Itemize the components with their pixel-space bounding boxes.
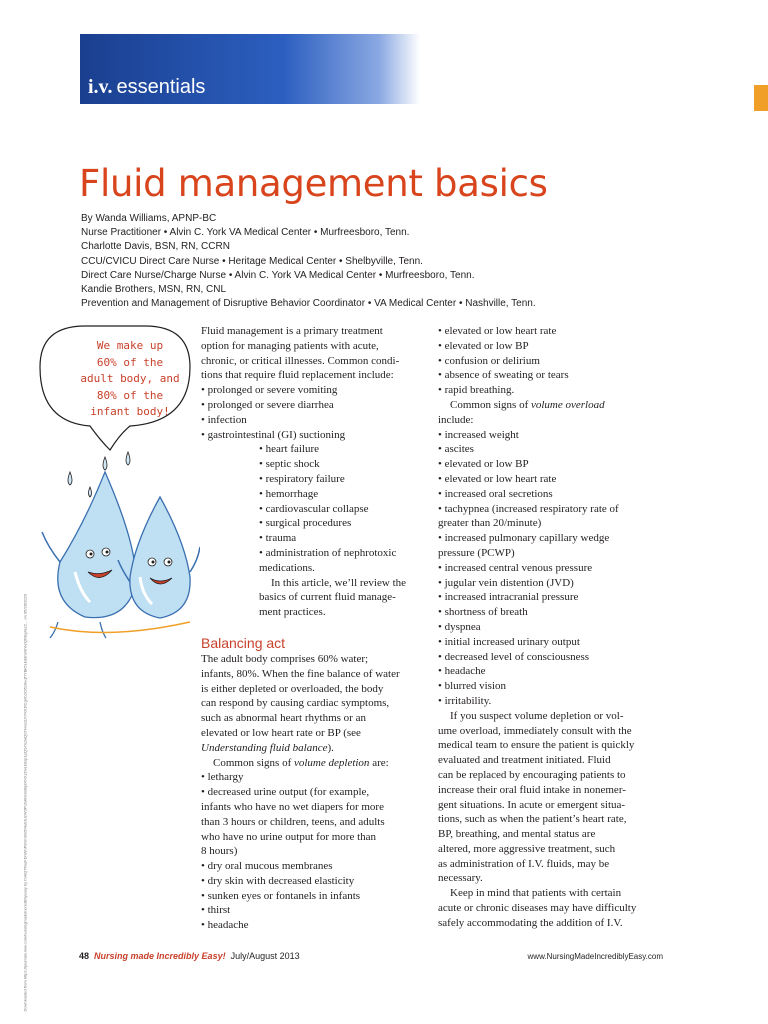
text-line: medical team to ensure the patient is quickly (438, 739, 635, 752)
journal-url: www.NursingMadeIncrediblyEasy.com (527, 952, 663, 961)
byline-line: Kandie Brothers, MSN, RN, CNL (81, 284, 227, 296)
text-line: • increased pulmonary capillary wedge (438, 532, 610, 545)
text-line: who have no urine output for more than (201, 830, 377, 843)
text-line: • dry oral mucous membranes (201, 860, 333, 873)
overload-intro (438, 398, 666, 413)
text-line: infants, 80%. When the fine balance of water (201, 667, 400, 680)
text-line: • absence of sweating or tears (438, 369, 569, 382)
text-line: 8 hours) (201, 845, 238, 858)
drop-character-left (42, 472, 136, 638)
text-line: such as abnormal heart rhythms or an (201, 712, 366, 725)
section-label (88, 76, 205, 99)
overload-prefix: Common signs of (450, 398, 531, 411)
text-line: • elevated or low heart rate (438, 325, 557, 337)
text-line: • jugular vein distention (JVD) (438, 576, 574, 589)
text-line: Fluid management is a primary treatment (201, 325, 383, 337)
text-line: • shortness of breath (438, 606, 528, 619)
treatment-paragraph (438, 709, 666, 887)
text-line: • prolonged or severe diarrhea (201, 398, 334, 411)
bubble-line: We make up (96, 339, 164, 352)
text-line: ment practices. (259, 606, 326, 619)
journal-name: Nursing made Incredibly Easy! (94, 951, 226, 961)
see-reference: Understanding fluid balance (201, 741, 328, 754)
text-line: ume overload, immediately consult with the (438, 724, 632, 737)
text-line: • gastrointestinal (GI) suctioning (201, 428, 346, 441)
depletion-term: volume depletion (293, 756, 370, 769)
text-line: • increased intracranial pressure (438, 591, 579, 604)
text-line: increase their oral fluid intake in nonemer- (438, 783, 626, 796)
page-number: 48 (79, 951, 90, 961)
byline-line: Charlotte Davis, BSN, RN, CCRN (81, 241, 230, 253)
text-line: • cardiovascular collapse (259, 502, 369, 515)
text-line: chronic, or critical illnesses. Common condi- (201, 354, 400, 367)
balance-paragraph (201, 652, 427, 741)
section-label-text: essentials (116, 76, 206, 98)
footer-citation (79, 951, 300, 961)
text-line: • hemorrhage (259, 487, 319, 500)
text-line: If you suspect volume depletion or vol- (450, 709, 624, 722)
text-line: as administration of I.V. fluids, may be (438, 857, 610, 870)
text-line: • headache (438, 665, 486, 678)
text-line: is either depleted or overloaded, the body (201, 682, 384, 695)
text-line: • tachypnea (increased respiratory rate of (438, 502, 619, 515)
depletion-signs-continued (438, 324, 666, 398)
issue-date: July/August 2013 (230, 951, 300, 961)
text-line: pressure (PCWP) (438, 546, 515, 559)
author-bylines (81, 212, 536, 311)
text-line: • increased weight (438, 428, 519, 441)
byline-line: Nurse Practitioner • Alvin C. York VA Medical Center • Murfreesboro, Tenn. (81, 227, 410, 239)
text-line: can respond by causing cardiac symptoms, (201, 697, 390, 710)
falling-drops (68, 452, 200, 497)
text-line: option for managing patients with acute, (201, 339, 379, 352)
text-line: than 3 hours or children, teens, and adults (201, 815, 385, 828)
text-line: safely accommodating the addition of I.V. (438, 916, 623, 929)
text-line: • decreased level of consciousness (438, 650, 590, 663)
text-line: Keep in mind that patients with certain (450, 887, 622, 900)
byline-line: Direct Care Nurse/Charge Nurse • Alvin C. York VA Medical Center • Murfreesboro, Tenn. (81, 269, 475, 281)
bubble-line: infant body! (90, 405, 170, 418)
see-reference-line (201, 741, 427, 756)
article-title: Fluid management basics (79, 162, 548, 205)
text-line: altered, more aggressive treatment, such (438, 842, 616, 855)
section-heading: Balancing act (201, 634, 286, 651)
section-label-bold: i.v. (88, 76, 113, 98)
text-line: • decreased urine output (for example, (201, 786, 370, 799)
text-line: • respiratory failure (259, 472, 345, 485)
text-line: • sunken eyes or fontanels in infants (201, 889, 361, 902)
text-line: • dry skin with decreased elasticity (201, 874, 355, 887)
bubble-line: 60% of the (96, 355, 164, 369)
text-line: medications. (259, 561, 315, 574)
text-line: evaluated and treatment initiated. Fluid (438, 754, 611, 767)
text-line: In this article, we’ll review the (271, 576, 407, 589)
text-line: The adult body comprises 60% water; (201, 652, 369, 665)
overload-signs-list (438, 413, 666, 709)
text-line: BP, breathing, and mental status are (438, 828, 596, 841)
text-line: • administration of nephrotoxic (259, 546, 397, 559)
text-line: basics of current fluid manage- (259, 591, 396, 604)
text-line: • elevated or low BP (438, 458, 529, 471)
disease-paragraph (438, 886, 666, 930)
text-line: • infection (201, 413, 247, 426)
text-line: can be replaced by encouraging patients to (438, 768, 626, 781)
text-line: acute or chronic diseases may have difficulty (438, 902, 637, 915)
text-line: • elevated or low heart rate (438, 472, 557, 485)
text-line: • septic shock (259, 458, 320, 471)
text-line: • ascites (438, 443, 474, 456)
byline-line: CCU/CVICU Direct Care Nurse • Heritage Medical Center • Shelbyville, Tenn. (81, 255, 423, 267)
text-line: gent situations. In acute or emergent situa- (438, 798, 626, 811)
text-line: tions that require fluid replacement include: (201, 369, 394, 382)
text-line: • initial increased urinary output (438, 635, 580, 648)
depletion-prefix: Common signs of (213, 756, 294, 769)
column-2 (438, 324, 666, 931)
text-line: • surgical procedures (259, 517, 352, 530)
text-line: • headache (201, 919, 249, 932)
text-line: • irritability. (438, 694, 492, 707)
see-reference-tail: ). (327, 741, 334, 754)
depletion-intro (201, 756, 427, 771)
text-line: • confusion or delirium (438, 354, 540, 367)
bubble-line: adult body, and (80, 372, 180, 385)
text-line: elevated or low heart rate or BP (see (201, 726, 361, 739)
text-line: • prolonged or severe vomiting (201, 384, 338, 397)
accent-bar (754, 85, 768, 111)
text-line: • lethargy (201, 771, 244, 784)
intro-paragraph (201, 324, 427, 442)
text-line: • blurred vision (438, 680, 507, 693)
text-line: include: (438, 413, 474, 426)
text-line: • thirst (201, 904, 231, 917)
text-line: • elevated or low BP (438, 339, 529, 352)
bubble-line: 80% of the (96, 388, 164, 402)
column-1 (201, 324, 427, 933)
text-line: • trauma (259, 532, 297, 545)
byline-line: Prevention and Management of Disruptive Behavior Coordinator • VA Medical Center • Nashville, Tenn. (81, 298, 536, 310)
text-line: • increased central venous pressure (438, 561, 593, 574)
text-line: • dyspnea (438, 620, 481, 633)
text-line: • heart failure (259, 443, 320, 456)
text-line: greater than 20/minute) (438, 517, 542, 530)
text-line: infants who have no wet diapers for more (201, 800, 384, 813)
text-line: necessary. (438, 872, 483, 885)
byline-line: By Wanda Williams, APNP-BC (81, 213, 217, 224)
motion-line (50, 622, 190, 632)
text-line: • rapid breathing. (438, 384, 515, 397)
overload-term: volume overload (530, 398, 605, 411)
depletion-suffix: are: (369, 756, 389, 769)
text-line: tions, such as when the patient’s heart rate, (438, 813, 627, 826)
download-note-text: Downloaded from https://journals.lww.com/nursingmadeincrediblyeasy by hVkQ7fmuFDnWnP8Vm6m5MuGlUzW0PU9Ahbm0kjdXNXzOvLk0sp1pQS7nzlaQ07Hox11XYKKDCgVbJz95z9eqTlYBk5Lkd3n9XhhzQh9ig4zz2... on 05/28/2020 (22, 594, 28, 1012)
depletion-signs-list (201, 770, 427, 933)
text-line: • increased oral secretions (438, 487, 553, 500)
speech-bubble-text (80, 338, 180, 421)
conditions-list (201, 442, 427, 620)
